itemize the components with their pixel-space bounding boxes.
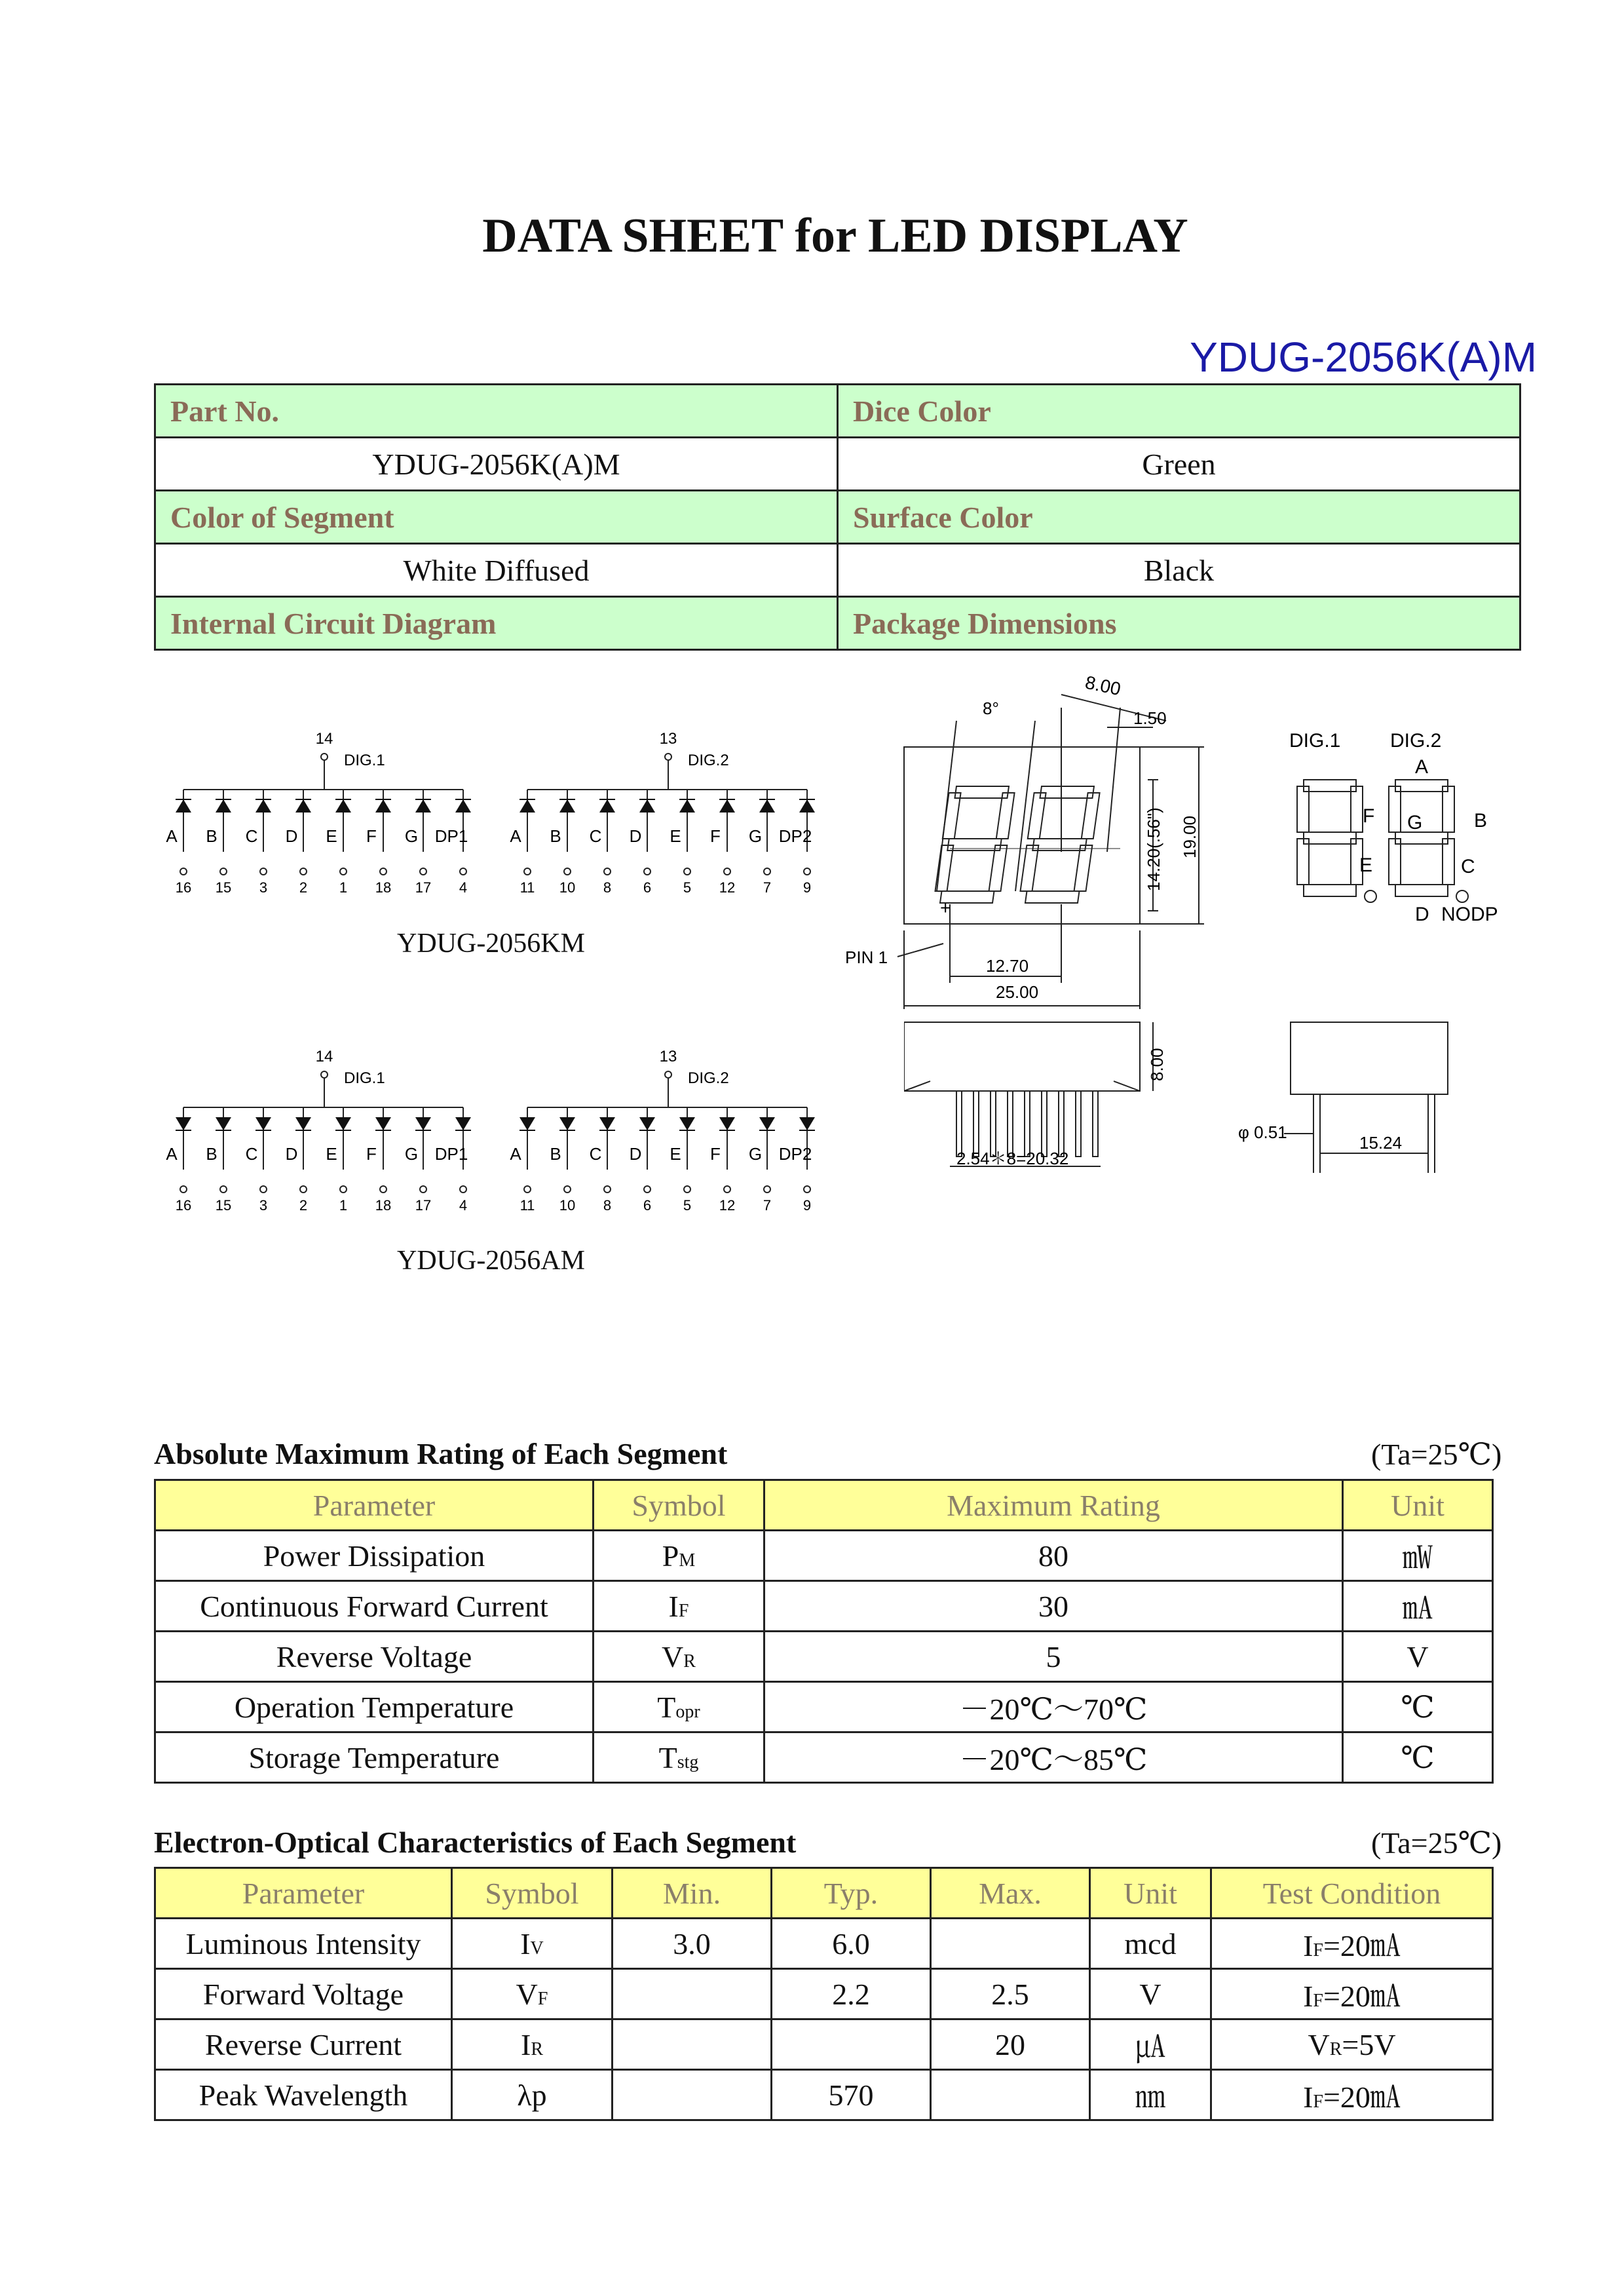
abs-symbol-sub: F [678, 1600, 689, 1621]
eo-heading: Electron-Optical Characteristics of Each Segment [154, 1826, 797, 1859]
dig1-segment-label: E [326, 826, 337, 846]
dig1-label: DIG.1 [344, 752, 385, 769]
dig2-diode [519, 1117, 535, 1130]
dig2-pin-label: 10 [559, 1197, 576, 1214]
dig2-segment-label: E [670, 826, 681, 846]
eo-symbol [452, 2070, 613, 2120]
circuit-diagram-km [164, 721, 852, 904]
dig1-pin-label: 15 [215, 879, 232, 896]
dig2-pin-label: 5 [683, 1197, 692, 1214]
eo-typ [772, 2019, 931, 2070]
abs-param: Power Dissipation [155, 1531, 594, 1581]
abs-header-symbol: Symbol [594, 1480, 765, 1531]
eo-typ: 6.0 [772, 1919, 931, 1969]
dig1-diode [335, 799, 351, 813]
dim-19-00: 19.00 [1180, 815, 1199, 858]
legend-seg-g: G [1407, 812, 1423, 833]
dig1-diode [216, 1117, 231, 1130]
plus-mark: + [940, 898, 951, 918]
dig2-diode [559, 1117, 575, 1130]
dig1-diode [255, 799, 271, 813]
legend-dig1: DIG.1 [1289, 730, 1341, 752]
dig2-segment-label: C [589, 826, 602, 846]
dig2-pin-label: 12 [719, 1197, 736, 1214]
legend-nodp: NODP [1441, 904, 1498, 925]
abs-rating: 5 [765, 1632, 1343, 1682]
eo-symbol-sub: F [537, 1988, 548, 2009]
dig2-diode [599, 799, 615, 813]
abs-symbol [594, 1632, 765, 1682]
dig2-segment-label: F [710, 826, 721, 846]
side-pin [991, 1091, 996, 1157]
eo-cond-rest: =5V [1342, 2027, 1396, 2061]
dig1-diode [415, 799, 431, 813]
abs-rating: －20℃～85℃ [765, 1732, 1343, 1783]
side-pin [1025, 1091, 1030, 1157]
dig1-segment-label: DP1 [434, 826, 468, 846]
eo-symbol-main: λp [517, 2078, 547, 2112]
part-no-value: YDUG-2056K(A)M [155, 438, 838, 491]
eo-header-symbol: Symbol [452, 1868, 613, 1919]
pin1-label: PIN 1 [845, 947, 888, 967]
abs-max-row [155, 1682, 1493, 1732]
dig2-segment-label: E [670, 1144, 681, 1164]
dig2-segment-label: A [510, 826, 521, 846]
abs-symbol-sub: opr [675, 1701, 700, 1722]
side-pin [1059, 1091, 1064, 1157]
eo-min [613, 2070, 772, 2120]
eo-cond-rest: =20㎃ [1323, 2080, 1401, 2114]
eo-cond-sub: F [1313, 1940, 1323, 1961]
dig1-pin-label: 16 [175, 879, 192, 896]
eo-symbol-main: I [520, 1926, 531, 1961]
dig2-diode [799, 1117, 815, 1130]
dig1-diode [176, 799, 191, 813]
dig2-pin-label: 11 [519, 1197, 535, 1214]
eo-param: Reverse Current [155, 2019, 452, 2070]
dim-1-50: 1.50 [1133, 708, 1167, 728]
dig2-segment-label: D [629, 826, 642, 846]
dim-8-00-top: 8.00 [1083, 672, 1123, 700]
side-pin [1008, 1091, 1013, 1157]
eo-table [154, 1867, 1494, 2121]
dig1-segment-label: C [245, 826, 258, 846]
dig2-diode [679, 1117, 695, 1130]
dig2-diode [519, 799, 535, 813]
eo-header-row [155, 1868, 1493, 1919]
side-body [904, 1022, 1140, 1091]
eo-max: 2.5 [931, 1969, 1090, 2019]
eo-condition [1211, 2019, 1493, 2070]
eo-symbol-sub: R [531, 2038, 543, 2059]
dig2-segment-label: G [748, 826, 763, 846]
dig2-diode [679, 799, 695, 813]
dig2-pin-label: 5 [683, 879, 692, 896]
abs-rating: －20℃～70℃ [765, 1682, 1343, 1732]
eo-header-max: Max. [931, 1868, 1090, 1919]
eo-cond-sub: R [1329, 2038, 1342, 2059]
eo-max: 20 [931, 2019, 1090, 2070]
eo-row [155, 1919, 1493, 1969]
front-digit-2 [1019, 786, 1101, 903]
dig2-diode [559, 799, 575, 813]
abs-rating: 30 [765, 1581, 1343, 1632]
part-no-label: Part No. [155, 385, 838, 438]
abs-unit: ℃ [1343, 1682, 1493, 1732]
eo-max [931, 1919, 1090, 1969]
dig1-pin-label: 3 [259, 1197, 268, 1214]
dice-color-label: Dice Color [838, 385, 1520, 438]
eo-unit: V [1090, 1969, 1211, 2019]
dig2-diode [639, 1117, 655, 1130]
abs-max-row [155, 1581, 1493, 1632]
dig1-pin-label: 2 [299, 879, 308, 896]
eo-symbol-sub: V [530, 1938, 544, 1959]
abs-symbol-sub: M [679, 1550, 696, 1571]
circuit-diagram-am [164, 1039, 852, 1222]
package-end-view [1238, 1019, 1474, 1196]
dig1-segment-label: D [285, 1144, 298, 1164]
eo-row [155, 2070, 1493, 2120]
abs-header-param: Parameter [155, 1480, 594, 1531]
eo-param: Forward Voltage [155, 1969, 452, 2019]
eo-unit: ㎚ [1090, 2070, 1211, 2120]
dig1-segment-label: G [404, 826, 419, 846]
dig1-pin-label: 18 [375, 879, 392, 896]
info-table [154, 383, 1521, 651]
abs-symbol-sub: stg [677, 1751, 699, 1772]
eo-cond-sub: F [1313, 2092, 1323, 2112]
dig2-pin-label: 8 [603, 879, 612, 896]
pin-pitch-label: 2.54＊8=20.32 [956, 1149, 1069, 1168]
dig1-common-pin: 14 [315, 1048, 333, 1065]
dig2-diode [759, 1117, 775, 1130]
dig1-common-pin: 14 [315, 730, 333, 748]
eo-header-condition: Test Condition [1211, 1868, 1493, 1919]
dig1-diode [375, 1117, 391, 1130]
dim-15-24: 15.24 [1359, 1133, 1403, 1153]
legend-seg-c: C [1461, 856, 1475, 877]
abs-symbol-main: P [662, 1539, 679, 1573]
dig1-segment-label: A [166, 826, 178, 846]
abs-symbol-main: T [657, 1690, 676, 1724]
eo-header-param: Parameter [155, 1868, 452, 1919]
segment-color-value: White Diffused [155, 544, 838, 597]
dig2-segment-label: G [748, 1144, 763, 1164]
dig2-common-pin: 13 [659, 1048, 677, 1065]
eo-cond-main: I [1303, 1980, 1313, 2013]
info-value-row [155, 438, 1520, 491]
eo-cond-main: I [1303, 2080, 1313, 2114]
dig1-segment-label: F [366, 1144, 377, 1164]
dig2-pin-label: 12 [719, 879, 736, 896]
eo-min [613, 2019, 772, 2070]
surface-color-value: Black [838, 544, 1520, 597]
side-pin [973, 1091, 979, 1157]
dig2-diode [759, 799, 775, 813]
dig2-pin-label: 7 [763, 879, 772, 896]
dig2-pin-label: 9 [803, 879, 812, 896]
info-header-row [155, 597, 1520, 650]
dig1-pin-label: 1 [339, 1197, 348, 1214]
eo-cond-main: I [1303, 1929, 1313, 1962]
dig2-pin-label: 6 [643, 1197, 652, 1214]
eo-header-unit: Unit [1090, 1868, 1211, 1919]
dig1-pin-label: 18 [375, 1197, 392, 1214]
eo-condition [1211, 2070, 1493, 2120]
legend-seg-b: B [1474, 810, 1488, 832]
dig2-pin-label: 10 [559, 879, 576, 896]
abs-symbol-main: T [658, 1740, 677, 1774]
abs-max-heading: Absolute Maximum Rating of Each Segment [154, 1437, 728, 1470]
dig1-pin-label: 2 [299, 1197, 308, 1214]
abs-unit: V [1343, 1632, 1493, 1682]
dig1-segment-label: E [326, 1144, 337, 1164]
dim-14-20: 14.20(.56") [1144, 807, 1163, 891]
page-title: DATA SHEET for LED DISPLAY [482, 209, 1188, 263]
abs-symbol-main: V [662, 1639, 684, 1674]
side-pin [1042, 1091, 1047, 1157]
dig2-pin-label: 11 [519, 879, 535, 896]
abs-rating: 80 [765, 1531, 1343, 1581]
eo-row [155, 1969, 1493, 2019]
dig1-diode [455, 1117, 471, 1130]
dig1-segment-label: DP1 [434, 1144, 468, 1164]
eo-symbol [452, 2019, 613, 2070]
abs-unit: ℃ [1343, 1732, 1493, 1783]
dig2-pin-label: 8 [603, 1197, 612, 1214]
segment-color-label: Color of Segment [155, 491, 838, 544]
abs-max-row [155, 1531, 1493, 1581]
dig2-segment-label: DP2 [778, 826, 812, 846]
circuit-am-caption: YDUG-2056AM [397, 1246, 585, 1276]
abs-symbol-main: I [668, 1589, 679, 1623]
eo-unit: mcd [1090, 1919, 1211, 1969]
dig2-pin-label: 7 [763, 1197, 772, 1214]
package-front-view [845, 655, 1264, 1022]
dig1-segment-label: C [245, 1144, 258, 1164]
legend-digit-1 [1297, 780, 1363, 896]
legend-digit-2 [1389, 780, 1454, 896]
eo-param: Luminous Intensity [155, 1919, 452, 1969]
dig2-pin-label: 9 [803, 1197, 812, 1214]
abs-symbol [594, 1682, 765, 1732]
end-body [1291, 1022, 1448, 1094]
dig2-label: DIG.2 [688, 752, 729, 769]
dig2-segment-label: B [550, 826, 561, 846]
dig2-pin-label: 6 [643, 879, 652, 896]
eo-row [155, 2019, 1493, 2070]
package-side-view [904, 1019, 1218, 1196]
dig1-segment-label: G [404, 1144, 419, 1164]
eo-condition [1211, 1969, 1493, 2019]
side-pin [1093, 1091, 1098, 1157]
dig1-pin-label: 17 [415, 879, 432, 896]
dig1-segment-label: A [166, 1144, 178, 1164]
dig2-diode [639, 799, 655, 813]
eo-symbol [452, 1969, 613, 2019]
eo-cond-rest: =20㎃ [1323, 1929, 1401, 1962]
eo-cond-main: V [1308, 2027, 1330, 2061]
eo-header-typ: Typ. [772, 1868, 931, 1919]
abs-header-rating: Maximum Rating [765, 1480, 1343, 1531]
dig2-diode [719, 1117, 735, 1130]
dig1-segment-label: D [285, 826, 298, 846]
eo-min [613, 1969, 772, 2019]
eo-condition [1211, 1919, 1493, 1969]
dig1-diode [375, 799, 391, 813]
info-value-row [155, 544, 1520, 597]
dig2-segment-label: D [629, 1144, 642, 1164]
dig1-diode [295, 1117, 311, 1130]
eo-typ: 570 [772, 2070, 931, 2120]
dig1-label: DIG.1 [344, 1069, 385, 1087]
dig1-pin-label: 4 [459, 1197, 468, 1214]
dig2-segment-label: C [589, 1144, 602, 1164]
dig2-segment-label: B [550, 1144, 561, 1164]
abs-param: Continuous Forward Current [155, 1581, 594, 1632]
segment-legend [1277, 721, 1526, 937]
eo-header-min: Min. [613, 1868, 772, 1919]
angle-label: 8° [983, 698, 999, 718]
info-header-row [155, 385, 1520, 438]
eo-symbol [452, 1919, 613, 1969]
eo-unit: ㎂ [1090, 2019, 1211, 2070]
dig1-diode [176, 1117, 191, 1130]
side-pins [956, 1091, 1098, 1157]
abs-param: Storage Temperature [155, 1732, 594, 1783]
legend-dig2: DIG.2 [1390, 730, 1442, 752]
circuit-label: Internal Circuit Diagram [155, 597, 838, 650]
dig1-pin-label: 17 [415, 1197, 432, 1214]
dig1-pin-label: 1 [339, 879, 348, 896]
dig1-pin-label: 4 [459, 879, 468, 896]
part-number-heading: YDUG-2056K(A)M [1190, 334, 1537, 381]
legend-seg-d: D [1415, 904, 1429, 925]
dig2-diode [719, 799, 735, 813]
dig2-segment-label: A [510, 1144, 521, 1164]
dig1-segment-label: B [206, 826, 217, 846]
info-header-row [155, 491, 1520, 544]
eo-max [931, 2070, 1090, 2120]
side-pin [1076, 1091, 1081, 1157]
dig1-diode [216, 799, 231, 813]
abs-max-row [155, 1632, 1493, 1682]
front-digit-1 [934, 786, 1015, 903]
eo-param: Peak Wavelength [155, 2070, 452, 2120]
pin-dia-label: φ 0.51 [1238, 1122, 1287, 1142]
abs-param: Operation Temperature [155, 1682, 594, 1732]
dig1-diode [455, 799, 471, 813]
dig1-pin-label: 16 [175, 1197, 192, 1214]
abs-max-header-row [155, 1480, 1493, 1531]
eo-min: 3.0 [613, 1919, 772, 1969]
abs-unit: ㎽ [1343, 1531, 1493, 1581]
dig2-common-pin: 13 [659, 730, 677, 748]
legend-seg-e: E [1359, 854, 1373, 876]
dig1-pin-label: 15 [215, 1197, 232, 1214]
abs-max-ta: (Ta=25℃) [1371, 1438, 1502, 1471]
eo-symbol-main: I [520, 2027, 531, 2061]
circuit-km-group [166, 730, 815, 896]
eo-typ: 2.2 [772, 1969, 931, 2019]
dig2-diode [599, 1117, 615, 1130]
side-pin [956, 1091, 962, 1157]
dig1-diode [255, 1117, 271, 1130]
abs-symbol [594, 1732, 765, 1783]
dig1-segment-label: B [206, 1144, 217, 1164]
dig1-diode [335, 1117, 351, 1130]
dim-8-00-side: 8.00 [1147, 1048, 1167, 1081]
dig1-diode [415, 1117, 431, 1130]
eo-cond-sub: F [1313, 1991, 1323, 2011]
legend-seg-f: F [1363, 805, 1375, 827]
abs-symbol [594, 1581, 765, 1632]
eo-cond-rest: =20㎃ [1323, 1980, 1401, 2013]
dig2-diode [799, 799, 815, 813]
abs-max-table [154, 1479, 1494, 1784]
dim-25-00: 25.00 [996, 982, 1039, 1002]
dice-color-value: Green [838, 438, 1520, 491]
circuit-am-group [166, 1048, 815, 1214]
abs-max-row [155, 1732, 1493, 1783]
abs-symbol [594, 1531, 765, 1581]
dig2-segment-label: F [710, 1144, 721, 1164]
dig1-diode [295, 799, 311, 813]
abs-unit: ㎃ [1343, 1581, 1493, 1632]
eo-ta: (Ta=25℃) [1371, 1826, 1502, 1860]
dig2-segment-label: DP2 [778, 1144, 812, 1164]
legend-seg-a: A [1415, 756, 1429, 778]
abs-header-unit: Unit [1343, 1480, 1493, 1531]
abs-symbol-sub: R [683, 1651, 696, 1672]
dim-12-70: 12.70 [986, 956, 1029, 976]
dig1-pin-label: 3 [259, 879, 268, 896]
eo-symbol-main: V [516, 1977, 538, 2011]
abs-param: Reverse Voltage [155, 1632, 594, 1682]
package-label: Package Dimensions [838, 597, 1520, 650]
surface-color-label: Surface Color [838, 491, 1520, 544]
dig1-segment-label: F [366, 826, 377, 846]
dig2-label: DIG.2 [688, 1069, 729, 1087]
circuit-km-caption: YDUG-2056KM [397, 928, 585, 959]
